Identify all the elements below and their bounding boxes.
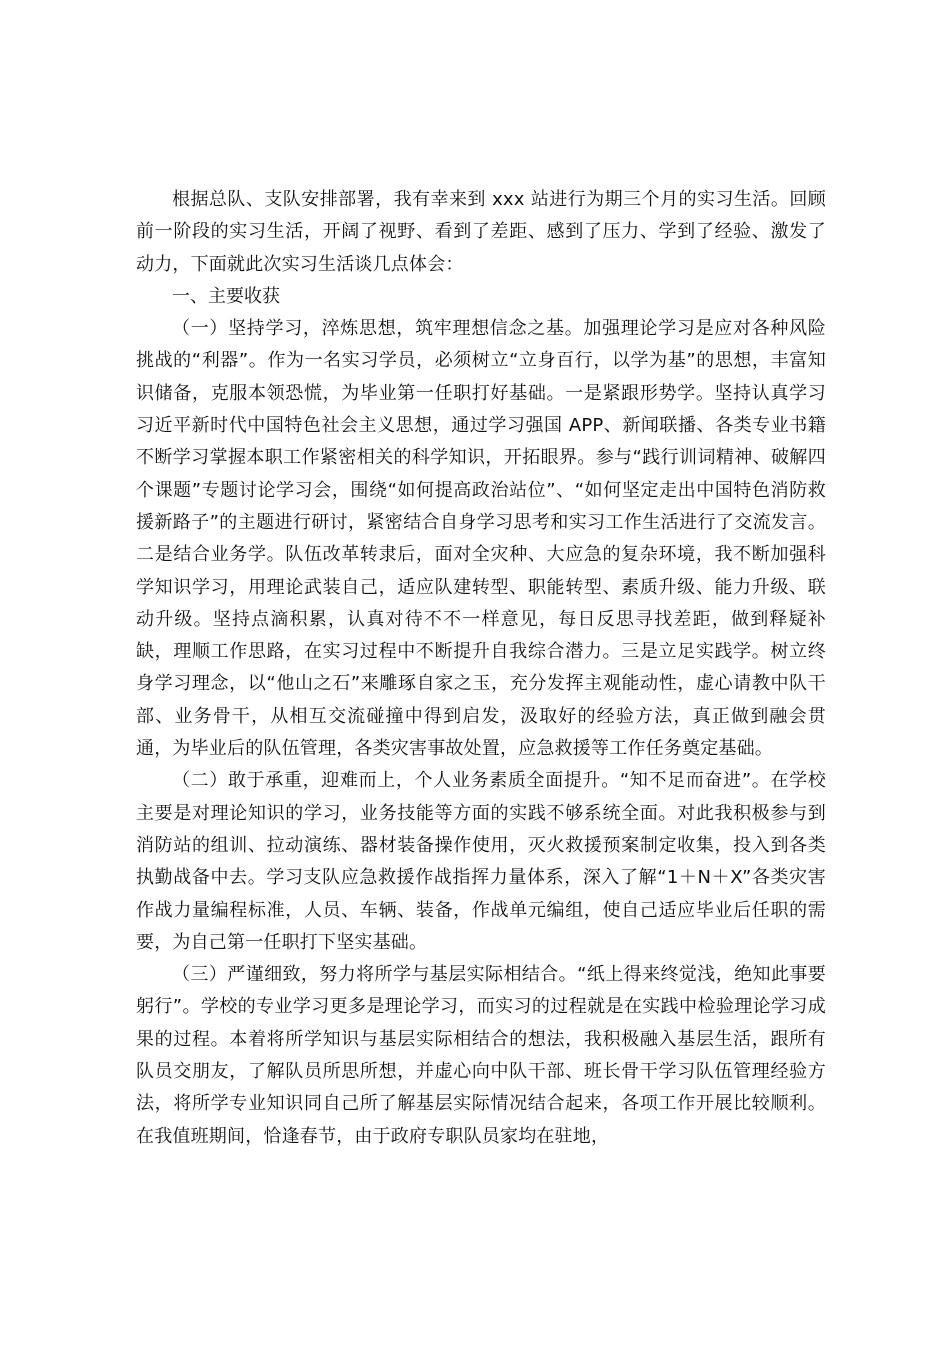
document-body [136, 184, 826, 1153]
paragraph-responsibility: （二）敢于承重，迎难而上，个人业务素质全面提升。“知不足而奋进”。在学校主要是对理论知识的学习，业务技能等方面的实践不够系统全面。对此我积极参与到消防站的组训、拉动演练、器材装备操作使用，灭火救援预案制定收集，投入到各类执勤战备中去。学习支队应急救援作战指挥力量体系，深入了解“1＋N＋X”各类灾害作战力量编程标准，人员、车辆、装备，作战单元编组，使自己适应毕业后任职的需要，为自己第一任职打下坚实基础。 [136, 770, 826, 953]
section-heading-main-gains: 一、主要收获 [172, 285, 280, 307]
paragraph-study: （一）坚持学习，淬炼思想，筑牢理想信念之基。加强理论学习是应对各种风险挑战的“利器”。作为一名实习学员，必须树立“立身百行，以学为基”的思想，丰富知识储备，克服本领恐慌，为毕业第一任职打好基础。一是紧跟形势学。坚持认真学习习近平新时代中国特色社会主义思想，通过学习强国 APP、新闻联播、各类专业书籍不断学习掌握本职工作紧密相关的科学知识，开拓眼界。参与“践行训词精神、破解四个课题”专题讨论学习会，围绕“如何提高政治站位”、“如何坚定走出中国特色消防救援新路子”的主题进行研讨，紧密结合自身学习思考和实习工作生活进行了交流发言。二是结合业务学。队伍改革转隶后，面对全灾种、大应急的复杂环境，我不断加强科学知识学习，用理论武装自己，适应队建转型、职能转型、素质升级、能力升级、联动升级。坚持点滴积累，认真对待不不一样意见，每日反思寻找差距，做到释疑补缺，理顺工作思路，在实习过程中不断提升自我综合潜力。三是立足实践学。树立终身学习理念，以“他山之石”来雕琢自家之玉，充分发挥主观能动性，虚心请教中队干部、业务骨干，从相互交流碰撞中得到启发，汲取好的经验方法，真正做到融会贯通，为毕业后的队伍管理，各类灾害事故处置，应急救援等工作任务奠定基础。 [136, 318, 826, 760]
intro-paragraph: 根据总队、支队安排部署，我有幸来到 xxx 站进行为期三个月的实习生活。回顾前一阶段的实习生活，开阔了视野、看到了差距、感到了压力、学到了经验、激发了动力，下面就此次实习生活谈几点体会： [136, 189, 826, 275]
paragraph-practice: （三）严谨细致，努力将所学与基层实际相结合。“纸上得来终觉浅，绝知此事要躬行”。学校的专业学习更多是理论学习，而实习的过程就是在实践中检验理论学习成果的过程。本着将所学知识与基层实际相结合的想法，我积极融入基层生活，跟所有队员交朋友，了解队员所思所想，并虚心向中队干部、班长骨干学习队伍管理经验方法，将所学专业知识同自己所了解基层实际情况结合起来，各项工作开展比较顺利。在我值班期间，恰逢春节，由于政府专职队员家均在驻地， [136, 964, 826, 1147]
